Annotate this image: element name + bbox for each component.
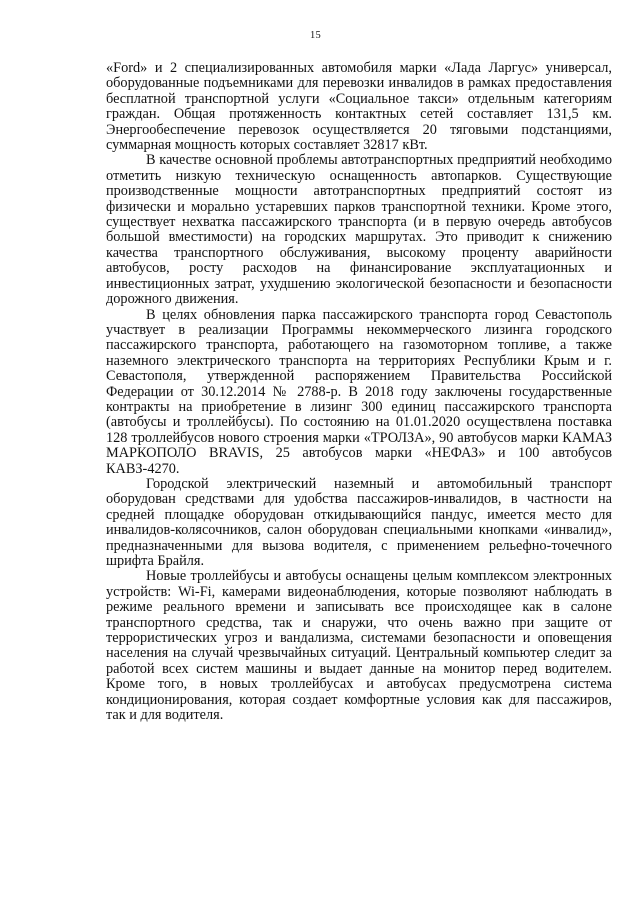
paragraph-electronic-equipment: Новые троллейбусы и автобусы оснащены целым комплексом электронных устройств: Wi-Fi, камерами видеонаблюдения, которые позволяют наблюдать в режиме реального времени и записывать все происходящее как в салоне транспортного средства, так и снаружи, что очень важно при защите от террористических угроз и вандализма, системами безопасности и оповещения населения на случай чрезвычайных ситуаций. Центральный компьютер следит за работой всех систем машины и выдает данные на монитор перед водителем. Кроме того, в новых троллейбусах и автобусах предусмотрена система кондиционирования, которая создает комфортные условия как для пассажиров, так и для водителя.: [106, 568, 612, 724]
paragraph-leasing-program: В целях обновления парка пассажирского транспорта город Севастополь участвует в реализации Программы некоммерческого лизинга городского пассажирского транспорта, работающего на газомоторном топливе, а также наземного электрического транспорта на территориях Республики Крым и г. Севастополя, утвержденной распоряжением Правительства Российской Федерации от 30.12.2014 № 2788-р. В 2018 году заключены государственные контракты на приобретение в лизинг 300 единиц пассажирского транспорта (автобусы и троллейбусы). По состоянию на 01.01.2020 осуществлена поставка 128 троллейбусов нового строения марки «ТРОЛЗА», 90 автобусов марки КАМАЗ МАРКОПОЛО BRAVIS, 25 автобусов марки «НЕФАЗ» и 100 автобусов КАВЗ-4270.: [106, 306, 612, 477]
page-number: 15: [310, 30, 321, 41]
paragraph-fleet-continuation: «Ford» и 2 специализированных автомобиля марки «Лада Ларгус» универсал, оборудованные подъемниками для перевозки инвалидов в рамках предоставления бесплатной транспортной услуги «Социальное такси» отдельным категориям граждан. Общая протяженность контактных сетей составляет 131,5 км. Энергообеспечение перевозок осуществляется 20 тяговыми подстанциями, суммарная мощность которых составляет 32817 кВт.: [106, 60, 612, 154]
paragraph-accessibility: Городской электрический наземный и автомобильный транспорт оборудован средствами для удобства пассажиров-инвалидов, в частности на средней площадке оборудован откидывающийся пандус, имеется место для инвалидов-колясочников, салон оборудован специальными кнопками «инвалид», предназначенными для вызова водителя, с применением рельефно-точечного шрифта Брайля.: [106, 475, 612, 569]
document-body: [106, 61, 612, 723]
paragraph-fleet-problems: В качестве основной проблемы автотранспортных предприятий необходимо отметить низкую техническую оснащенность автопарков. Существующие производственные мощности автотранспортных предприятий состоят из физически и морально устаревших парков транспортной техники. Кроме этого, существует нехватка пассажирского транспорта (и в первую очередь автобусов большой вместимости) на городских маршрутах. Это приводит к снижению качества транспортного обслуживания, высокому проценту аварийности автобусов, росту расходов на финансирование эксплуатационных и инвестиционных затрат, ухудшению экологической безопасности и безопасности дорожного движения.: [106, 152, 612, 308]
